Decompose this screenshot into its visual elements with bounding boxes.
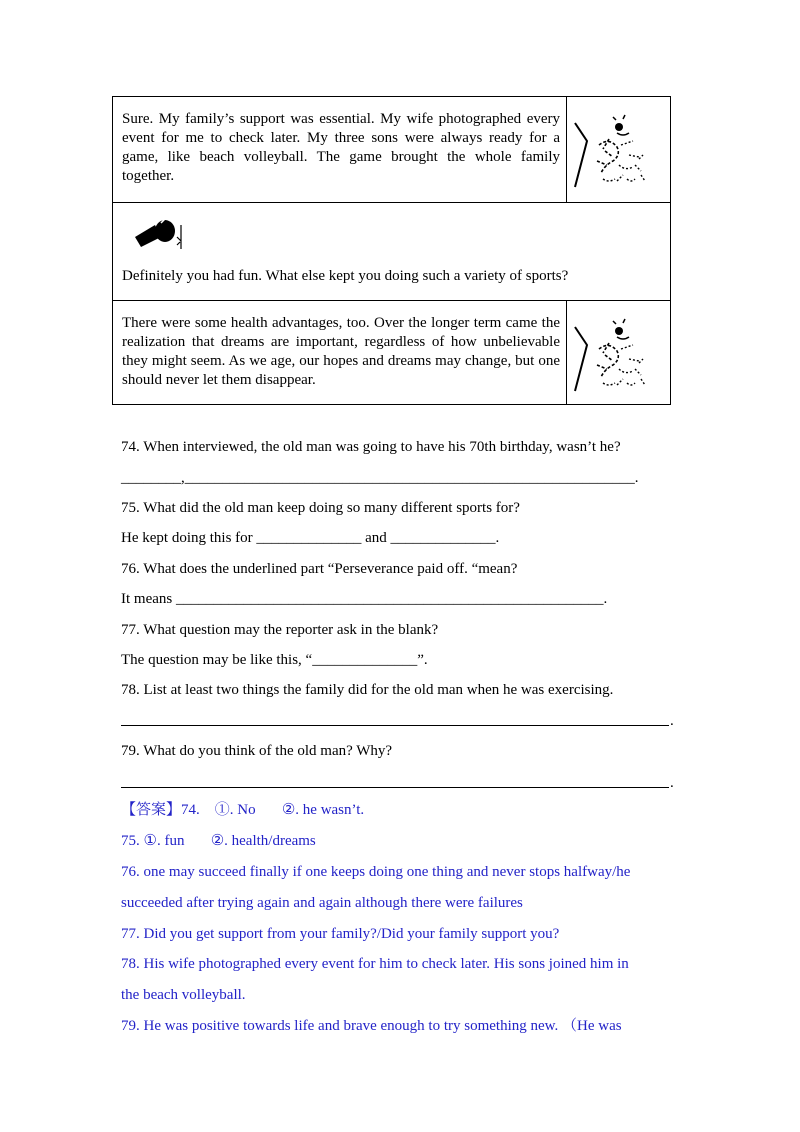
old-man-reply: Sure. My family’s support was essential. My wife photographed every event for me to check later. My three sons were always ready for a game, like beach volleyball. The game brought the whole family together. [122,111,560,184]
answer-line-79 [121,787,669,788]
dialogue-row [113,301,670,405]
column-divider [566,97,567,202]
answer-key-76-cont: succeeded after trying again and again although there were failures [121,895,523,911]
microphone-icon [131,215,191,255]
question-74: 74. When interviewed, the old man was going to have his 70th birthday, wasn’t he? [121,439,621,455]
question-77: 77. What question may the reporter ask in the blank? [121,622,439,638]
answer-key-77: 77. Did you get support from your family?/Did your family support you? [121,926,560,942]
answer-line-79-period: . [670,775,674,791]
column-divider [566,301,567,405]
answer-key-78: 78. His wife photographed every event for him to check later. His sons joined him in [121,956,629,972]
reporter-question: Definitely you had fun. What else kept you doing such a variety of sports? [122,268,569,284]
dialogue-row [113,203,670,301]
old-man-sketch-icon [569,105,669,195]
question-75: 75. What did the old man keep doing so many different sports for? [121,500,520,516]
answer-blank-75: He kept doing this for ______________ and ______________. [121,530,500,546]
answer-key-78-cont: the beach volleyball. [121,987,246,1003]
dialogue-table [112,96,671,405]
old-man-reply: There were some health advantages, too. Over the longer term came the realization that dreams are important, regardless of how unbelievable they might seem. As we age, our hopes and dreams may change, but one should never let them disappear. [122,315,560,388]
question-79: 79. What do you think of the old man? Why? [121,743,393,759]
answer-key-79: 79. He was positive towards life and brave enough to try something new. （He was [121,1018,622,1034]
answer-key-75: 75. ①. fun ②. health/dreams [121,833,316,849]
answer-key-74: 【答案】74. ①. No ②. he wasn’t. [121,802,365,818]
dialogue-row [113,97,670,203]
answer-line-78-period: . [670,713,674,729]
question-78: 78. List at least two things the family did for the old man when he was exercising. [121,682,614,698]
answer-line-78 [121,725,669,726]
answer-blank-77: The question may be like this, “______________”. [121,652,428,668]
old-man-sketch-icon [569,309,669,399]
question-76: 76. What does the underlined part “Perseverance paid off. “mean? [121,561,518,577]
answer-blank-76: It means _________________________________________________________. [121,591,608,607]
answer-blank-74: ________,____________________________________________________________. [121,470,639,486]
answer-key-76: 76. one may succeed finally if one keeps doing one thing and never stops halfway/he [121,864,631,880]
